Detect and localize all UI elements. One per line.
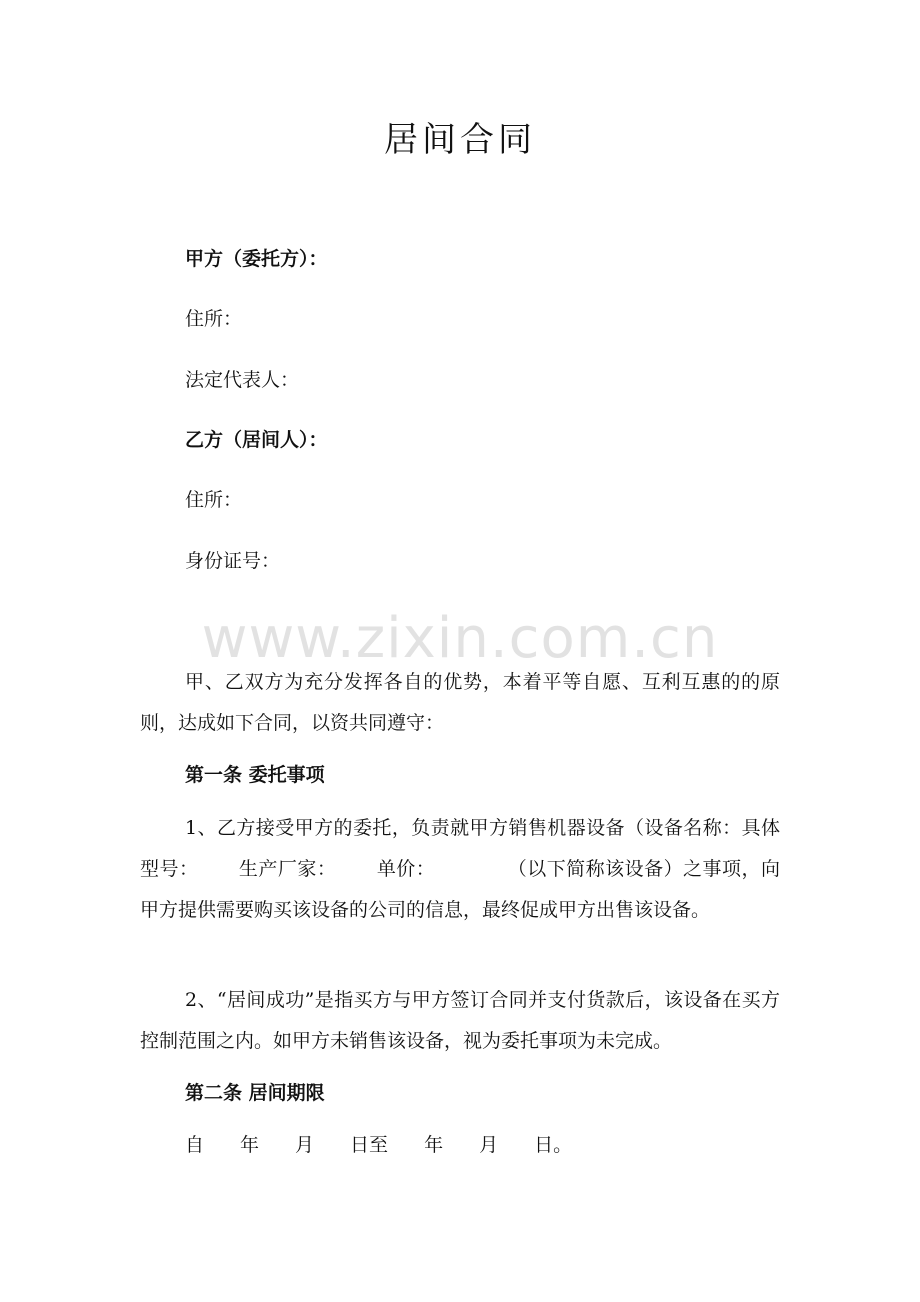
date-month2: 月 bbox=[479, 1134, 499, 1156]
date-from: 自 bbox=[185, 1134, 205, 1156]
article1-clause1 bbox=[140, 808, 780, 931]
clause1-text-part4: （以下简称该设备）之事项，向甲方提供需要购买该设备的公司的信息，最终促成甲方出售该设备。 bbox=[140, 858, 780, 921]
date-day2: 日。 bbox=[534, 1134, 573, 1156]
watermark: www.zixin.com.cn bbox=[201, 606, 719, 671]
date-month1: 月 bbox=[295, 1134, 315, 1156]
party-b-heading: 乙方（居间人）： bbox=[185, 429, 328, 451]
clause1-text-part3: 单价： bbox=[376, 858, 436, 880]
clause1-text-part1: 1、乙方接受甲方的委托，负责就甲方销售机器设备（设备名称：具体型号： bbox=[140, 817, 780, 880]
party-b-address-label: 住所： bbox=[185, 489, 243, 511]
intro-paragraph: 甲、乙双方为充分发挥各自的优势，本着平等自愿、互利互惠的的原则，达成如下合同，以资共同遵守： bbox=[140, 671, 780, 734]
document-title: 居间合同 bbox=[384, 120, 536, 160]
date-year1: 年 bbox=[240, 1134, 260, 1156]
party-a-address-label: 住所： bbox=[185, 308, 243, 330]
party-b-id-label: 身份证号： bbox=[185, 550, 281, 572]
article1-clause2: 2、“居间成功”是指买方与甲方签订合同并支付货款后，该设备在买方控制范围之内。如甲方未销售该设备，视为委托事项为未完成。 bbox=[140, 989, 780, 1052]
date-year2: 年 bbox=[424, 1134, 444, 1156]
article1-heading: 第一条 委托事项 bbox=[185, 764, 325, 786]
date-day1-to: 日至 bbox=[350, 1134, 389, 1156]
article2-date-line bbox=[185, 1131, 572, 1159]
party-a-heading: 甲方（委托方）： bbox=[185, 248, 328, 270]
party-a-legal-rep-label: 法定代表人： bbox=[185, 369, 300, 391]
clause1-text-part2: 生产厂家： bbox=[238, 858, 337, 880]
article2-heading: 第二条 居间期限 bbox=[185, 1082, 325, 1104]
